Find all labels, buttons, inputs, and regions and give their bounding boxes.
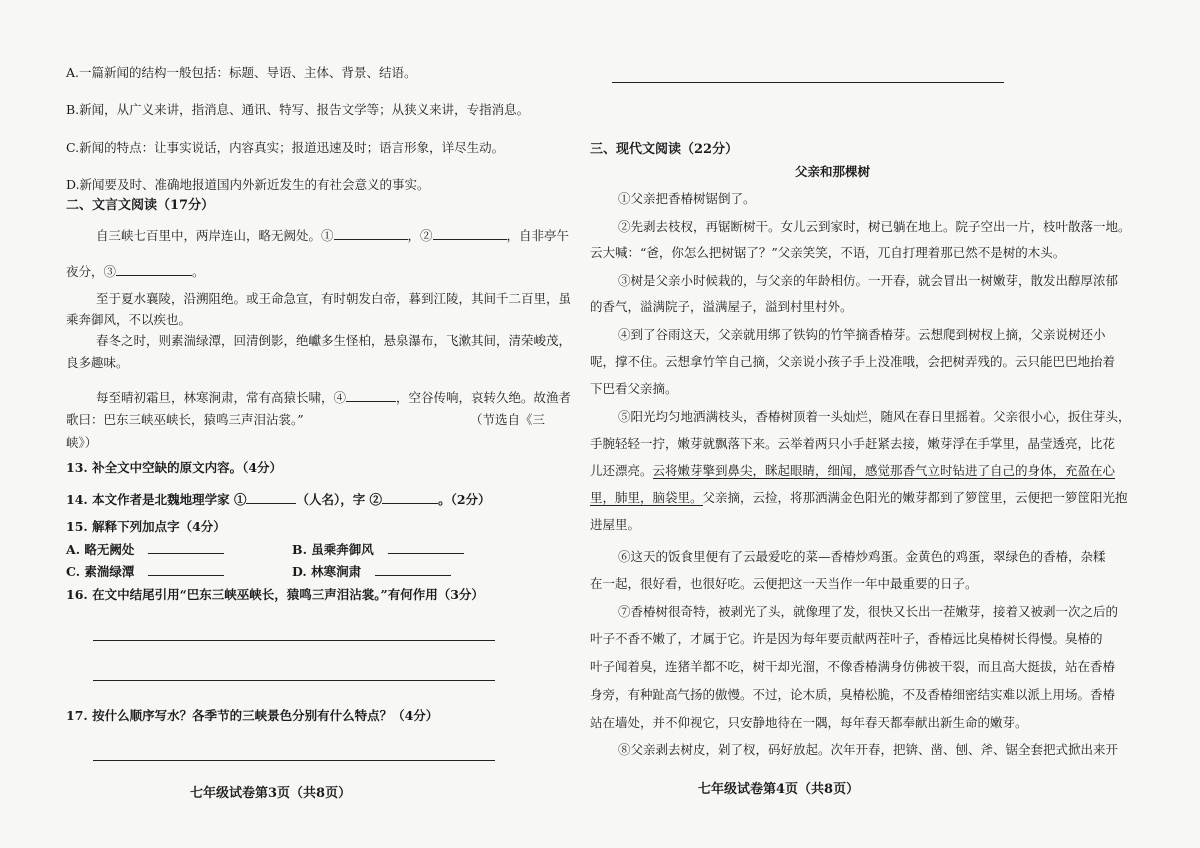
option-d: D.新闻要及时、准确地报道国内外新近发生的有社会意义的事实。 (66, 177, 430, 192)
article-p6-line1: ⑥这天的饭食里便有了云最爱吃的菜—香椿炒鸡蛋。金黄色的鸡蛋，翠绿色的香椿，杂糅 (618, 549, 1106, 564)
article-p5-line5: 进屋里。 (590, 517, 641, 532)
blank-3 (116, 262, 192, 276)
q15-label: D. 林寒涧肃 (292, 564, 362, 579)
passage-p4-line2: 歌曰：巴东三峡巫峡长，猿鸣三声泪沾裳。” (66, 412, 304, 427)
underlined-sentence: 云将嫩芽擎到鼻尖，眯起眼睛，细闻，感觉那香气立时钻进了自己的身体，充盈在心 (652, 463, 1116, 478)
article-p5-line4 (590, 489, 1128, 507)
blank-1 (334, 226, 408, 240)
option-b: B.新闻，从广义来讲，指消息、通讯、特写、报告文学等；从狭义来讲，专指消息。 (66, 102, 530, 117)
article-p7-line5: 站在墙处，并不仰视它，只安静地待在一隅，每年春天都奉献出新生命的嫩芽。 (590, 715, 1028, 730)
article-p7-line2: 叶子不香不嫩了，才属于它。许是因为每年要贡献两茬叶子，香椿远比臭椿树长得慢。臭椿的 (590, 631, 1103, 646)
blank-4 (346, 388, 396, 402)
blank-2 (433, 226, 507, 240)
q14-text: （人名），字 ② (296, 492, 383, 507)
q15-option-d (292, 562, 451, 581)
answer-line (93, 640, 495, 641)
question-17: 17. 按什么顺序写水？各季节的三峡景色分别有什么特点？（4分） (66, 708, 439, 723)
header-rule (612, 82, 1004, 83)
passage-source: （节选自《三 (470, 412, 546, 427)
question-13: 13. 补全文中空缺的原文内容。（4分） (66, 460, 283, 475)
passage-text: ，自非亭午 (506, 228, 570, 243)
article-p5-line3 (590, 462, 1115, 480)
passage-text: ，② (407, 228, 433, 243)
section3-title: 三、现代文阅读（22分） (590, 142, 739, 157)
q15-blank-c (148, 562, 224, 576)
passage-p1-line1 (96, 226, 569, 245)
option-a: A.一篇新闻的结构一般包括：标题、导语、主体、背景、结语。 (66, 65, 417, 80)
article-p6-line2: 在一起，很好看，也很好吃。云便把这一天当作一年中最重要的日子。 (590, 576, 978, 591)
passage-p2-line2: 乘奔御风，不以疾也。 (66, 312, 192, 327)
passage-text: 每至晴初霜旦，林寒涧肃，常有高猿长啸，④ (96, 390, 347, 405)
q14-text: 14. 本文作者是北魏地理学家 ① (66, 492, 247, 507)
article-p7-line4: 身旁，有种趾高气扬的傲慢。不过，论木质，臭椿松脆，不及香椿细密结实难以派上用场。香椿 (590, 687, 1116, 702)
article-text: 儿还漂亮。 (590, 463, 653, 478)
section2-title: 二、文言文阅读（17分） (66, 198, 215, 213)
article-title: 父亲和那棵树 (795, 164, 871, 179)
article-p5-line2: 手腕轻轻一拧，嫩芽就飘落下来。云举着两只小手赶紧去接，嫩芽浮在手掌里，晶莹透亮，比花 (590, 436, 1116, 451)
page-footer-left: 七年级试卷第3页（共8页） (190, 786, 352, 801)
article-p4-line1: ④到了谷雨这天，父亲就用绑了铁钩的竹竿摘香椿芽。云想爬到树杈上摘，父亲说树还小 (618, 327, 1106, 342)
q15-label: C. 素湍绿潭 (66, 564, 135, 579)
passage-p3-line2: 良多趣味。 (66, 355, 129, 370)
q15-option-c (66, 562, 224, 581)
passage-p2-line1: 至于夏水襄陵，沿溯阻绝。或王命急宣，有时朝发白帝，暮到江陵，其间千二百里，虽 (96, 291, 572, 306)
article-p8-line1: ⑧父亲剥去树皮，剁了杈，码好放起。次年开春，把锛、凿、刨、斧、锯全套把式掀出来开 (618, 742, 1119, 757)
article-p7-line3: 叶子闻着臭，连猪羊都不吃，树干却光溜，不像香椿满身仿佛被干裂，而且高大挺拔，站在香椿 (590, 659, 1116, 674)
passage-source-end: 峡》） (66, 435, 98, 450)
passage-p1-line2 (66, 262, 205, 281)
q14-blank-2 (382, 490, 438, 504)
exam-page-left (0, 0, 585, 848)
q15-blank-d (375, 562, 451, 576)
article-p1: ①父亲把香椿树锯倒了。 (618, 191, 756, 206)
passage-text: 夜分，③ (66, 264, 117, 279)
passage-p4-line1 (96, 388, 571, 407)
article-p3-line2: 的香气，溢满院子，溢满屋子，溢到村里村外。 (590, 299, 853, 314)
q15-label: B. 虽乘奔御风 (292, 542, 374, 557)
option-c: C.新闻的特点：让事实说话，内容真实；报道迅速及时；语言形象，详尽生动。 (66, 140, 505, 155)
question-15: 15. 解释下列加点字（4分） (66, 519, 226, 534)
article-p4-line3: 下巴看父亲摘。 (590, 381, 678, 396)
article-p7-line1: ⑦香椿树很奇特，被剥光了头，就像理了发，很快又长出一茬嫩芽，接着又被剥一次之后的 (618, 604, 1119, 619)
article-p4-line2: 呢，撑不住。云想拿竹竿自己摘，父亲说小孩子手上没准哦，会把树弄残的。云只能巴巴地抬着 (590, 354, 1116, 369)
q15-label: A. 略无阙处 (66, 542, 135, 557)
q15-option-a (66, 540, 224, 559)
passage-text: ，空谷传响，哀转久绝。故渔者 (396, 390, 572, 405)
article-p2-line1: ②先剥去枝杈，再锯断树干。女儿云到家时，树已躺在地上。院子空出一片，枝叶散落一地。 (618, 219, 1131, 234)
q15-option-b (292, 540, 464, 559)
question-14 (66, 490, 491, 509)
exam-page-right (585, 0, 1200, 848)
article-text: 父亲摘，云捡，将那洒满金色阳光的嫩芽都到了箩筐里，云便把一箩筐阳光抱 (702, 490, 1128, 505)
answer-line (93, 680, 495, 681)
underlined-sentence: 里，肺里，脑袋里。 (590, 490, 703, 505)
article-p2-line2: 云大喊：“爸，你怎么把树锯了？”父亲笑笑，不语，兀自打理着那已然不是树的木头。 (590, 245, 1066, 260)
page-footer-right: 七年级试卷第4页（共8页） (698, 782, 860, 797)
q14-text: 。（2分） (438, 492, 491, 507)
passage-text: 。 (192, 264, 205, 279)
q15-blank-b (388, 540, 464, 554)
passage-p3-line1: 春冬之时，则素湍绿潭，回清倒影，绝巘多生怪柏，悬泉瀑布，飞漱其间，清荣峻茂， (96, 333, 572, 348)
article-p5-line1: ⑤阳光均匀地洒满枝头，香椿树顶着一头灿烂，随风在春日里摇着。父亲很小心，扳住芽头， (618, 409, 1131, 424)
article-p3-line1: ③树是父亲小时候栽的，与父亲的年龄相仿。一开春，就会冒出一树嫩芽，散发出醇厚浓郁 (618, 273, 1119, 288)
q14-blank-1 (246, 490, 296, 504)
passage-text: 自三峡七百里中，两岸连山，略无阙处。① (96, 228, 334, 243)
question-16: 16. 在文中结尾引用“巴东三峡巫峡长，猿鸣三声泪沾裳。”有何作用（3分） (66, 587, 484, 602)
answer-line (93, 760, 495, 761)
q15-blank-a (148, 540, 224, 554)
